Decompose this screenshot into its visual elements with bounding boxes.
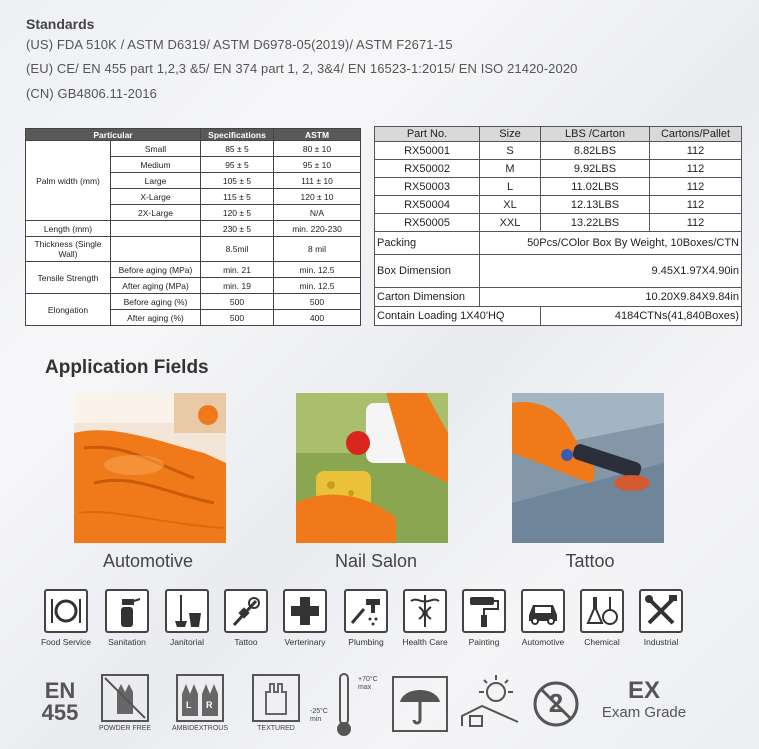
specification-table — [25, 128, 361, 326]
spec-cell: 500 — [201, 294, 274, 310]
empty-cell — [111, 237, 201, 262]
mop-bucket-icon — [165, 589, 209, 633]
tattoo-photo — [512, 393, 664, 543]
icon-label: Plumbing — [348, 637, 384, 647]
container-loading-label: Contain Loading 1X40'HQ — [375, 307, 541, 326]
vet-cross-icon — [283, 589, 327, 633]
size-cell: Large — [111, 173, 201, 189]
ambidextrous-badge — [170, 674, 230, 732]
icon-label: Industrial — [643, 637, 679, 647]
caption-tattoo: Tattoo — [565, 551, 615, 571]
size-cell: S — [480, 142, 541, 160]
astm-cell: 400 — [274, 310, 361, 326]
industrial-item — [633, 589, 689, 647]
astm-cell: 500 — [274, 294, 361, 310]
size-cell: Medium — [111, 157, 201, 173]
icon-label: Painting — [468, 637, 500, 647]
table-row — [375, 288, 742, 307]
part-no-cell: RX50003 — [375, 178, 480, 196]
spec-cell: 8.5mil — [201, 237, 274, 262]
part-no-cell: RX50005 — [375, 214, 480, 232]
astm-cell: 95 ± 10 — [274, 157, 361, 173]
car-icon — [521, 589, 565, 633]
condition-cell: Before aging (%) — [111, 294, 201, 310]
exam-grade-label: Exam Grade — [601, 704, 687, 721]
table-row — [375, 307, 742, 326]
size-cell: M — [480, 160, 541, 178]
size-cell: 2X-Large — [111, 205, 201, 221]
spec-cell: 230 ± 5 — [201, 221, 274, 237]
carton-dimension-label: Carton Dimension — [375, 288, 480, 307]
condition-cell: After aging (%) — [111, 310, 201, 326]
powder-free-badge — [98, 674, 152, 732]
table-row — [375, 232, 742, 255]
painting-item — [456, 589, 512, 647]
sanitation-item — [99, 589, 155, 647]
table-row — [375, 160, 742, 178]
astm-cell: 8 mil — [274, 237, 361, 262]
health-care-item — [397, 589, 453, 647]
condition-cell: After aging (MPa) — [111, 278, 201, 294]
table-row — [26, 262, 361, 278]
size-cell: XXL — [480, 214, 541, 232]
packing-value: 50Pcs/COlor Box By Weight, 10Boxes/CTN — [480, 232, 742, 255]
table-row — [26, 221, 361, 237]
spec-cell: 120 ± 5 — [201, 205, 274, 221]
size-cell: L — [480, 178, 541, 196]
spec-cell: 115 ± 5 — [201, 189, 274, 205]
powder-free-icon — [101, 674, 149, 722]
col-header-specifications: Specifications — [201, 129, 274, 141]
lbs-cell: 8.82LBS — [541, 142, 650, 160]
col-header-part-no: Part No. — [375, 127, 480, 142]
icon-label: Janitorial — [169, 637, 205, 647]
temp-max — [358, 676, 378, 692]
icon-label: Tattoo — [234, 637, 258, 647]
condition-cell: Before aging (MPa) — [111, 262, 201, 278]
right-hand-letter: R — [206, 700, 213, 710]
standard-eu: (EU) CE/ EN 455 part 1,2,3 &5/ EN 374 part 1, 2, 3&4/ EN 16523-1:2015/ EN ISO 21420-2020 — [26, 61, 578, 76]
plumbing-item — [338, 589, 394, 647]
palm-width-label: Palm width (mm) — [26, 141, 111, 221]
table-row — [375, 255, 742, 288]
cartons-cell: 112 — [650, 142, 742, 160]
ex-mark: EX — [627, 677, 660, 704]
elongation-label: Elongation — [26, 294, 111, 326]
ambidextrous-icon — [176, 674, 224, 722]
spec-cell: min. 21 — [201, 262, 274, 278]
col-header-particular: Particular — [26, 129, 201, 141]
col-header-size: Size — [480, 127, 541, 142]
caduceus-icon — [403, 589, 447, 633]
nail-salon-photo — [296, 393, 448, 543]
table-row — [26, 141, 361, 157]
lbs-cell: 13.22LBS — [541, 214, 650, 232]
table-row — [375, 178, 742, 196]
textured-hand-icon — [252, 674, 300, 722]
temp-min-label: min — [310, 716, 322, 723]
en-455-badge — [40, 680, 80, 724]
spec-cell: 500 — [201, 310, 274, 326]
standard-cn: (CN) GB4806.11-2016 — [26, 86, 158, 101]
empty-cell — [111, 221, 201, 237]
thermometer-icon — [334, 672, 354, 738]
size-cell: XL — [480, 196, 541, 214]
lbs-cell: 11.02LBS — [541, 178, 650, 196]
cartons-cell: 112 — [650, 214, 742, 232]
icon-label: Food Service — [40, 637, 92, 647]
application-fields-title: Application Fields — [45, 357, 209, 378]
astm-cell: min. 220-230 — [274, 221, 361, 237]
thickness-label: Thickness (Single Wall) — [26, 237, 111, 262]
astm-cell: 111 ± 10 — [274, 173, 361, 189]
lbs-cell: 12.13LBS — [541, 196, 650, 214]
cartons-cell: 112 — [650, 178, 742, 196]
box-dimension-label: Box Dimension — [375, 255, 480, 288]
janitorial-item — [159, 589, 215, 647]
table-row — [375, 214, 742, 232]
lbs-cell: 9.92LBS — [541, 160, 650, 178]
automotive-photo — [74, 393, 226, 543]
temp-max-label: max — [358, 684, 372, 691]
spec-cell: 95 ± 5 — [201, 157, 274, 173]
left-hand-letter: L — [186, 700, 192, 710]
chemical-item — [574, 589, 630, 647]
tattoo-item — [218, 589, 274, 647]
container-loading-value: 4184CTNs(41,840Boxes) — [541, 307, 742, 326]
table-row — [26, 294, 361, 310]
en-text: EN — [44, 678, 76, 703]
table-row — [26, 237, 361, 262]
spec-cell: min. 19 — [201, 278, 274, 294]
paint-roller-icon — [462, 589, 506, 633]
tools-icon — [639, 589, 683, 633]
astm-cell: 120 ± 10 — [274, 189, 361, 205]
veterinary-item — [277, 589, 333, 647]
single-use-icon — [532, 680, 580, 728]
temp-min-value: -25°C — [310, 708, 328, 715]
keep-from-sunlight-icon — [460, 672, 520, 735]
col-header-astm: ASTM — [274, 129, 361, 141]
textured-label: TEXTURED — [257, 725, 295, 732]
textured-badge — [248, 674, 304, 732]
food-service-item — [38, 589, 94, 647]
en-number: 455 — [41, 700, 79, 725]
temp-min — [310, 708, 328, 724]
caption-automotive: Automotive — [102, 551, 194, 571]
spec-cell: 105 ± 5 — [201, 173, 274, 189]
table-row — [375, 196, 742, 214]
table-row — [375, 142, 742, 160]
astm-cell: N/A — [274, 205, 361, 221]
part-no-cell: RX50002 — [375, 160, 480, 178]
temp-max-value: +70°C — [358, 676, 378, 683]
size-cell: X-Large — [111, 189, 201, 205]
exam-grade-badge — [594, 678, 694, 722]
carton-dimension-value: 10.20X9.84X9.84in — [480, 288, 742, 307]
packing-label: Packing — [375, 232, 480, 255]
caption-nail-salon: Nail Salon — [334, 551, 418, 571]
astm-cell: min. 12.5 — [274, 278, 361, 294]
spec-cell: 85 ± 5 — [201, 141, 274, 157]
spray-bottle-icon — [105, 589, 149, 633]
astm-cell: min. 12.5 — [274, 262, 361, 278]
automotive-item — [515, 589, 571, 647]
plate-icon — [44, 589, 88, 633]
tattoo-machine-icon — [224, 589, 268, 633]
col-header-cartons-pallet: Cartons/Pallet — [650, 127, 742, 142]
ambidextrous-label: AMBIDEXTROUS — [171, 725, 228, 732]
box-dimension-value: 9.45X1.97X4.90in — [480, 255, 742, 288]
spec-header-row — [26, 129, 361, 141]
tensile-label: Tensile Strength — [26, 262, 111, 294]
part-no-cell: RX50004 — [375, 196, 480, 214]
standard-us: (US) FDA 510K / ASTM D6319/ ASTM D6978-05(2019)/ ASTM F2671-15 — [26, 37, 453, 52]
standards-title: Standards — [26, 16, 95, 32]
cartons-cell: 112 — [650, 196, 742, 214]
faucet-wrench-icon — [344, 589, 388, 633]
length-label: Length (mm) — [26, 221, 111, 237]
icon-label: Sanitation — [108, 637, 146, 647]
icon-label: Health Care — [402, 637, 448, 647]
powder-free-label: POWDER FREE — [98, 725, 152, 732]
part-number-table — [374, 126, 742, 326]
icon-label: Chemical — [584, 637, 620, 647]
part-header-row — [375, 127, 742, 142]
flask-icon — [580, 589, 624, 633]
col-header-lbs-carton: LBS /Carton — [541, 127, 650, 142]
single-use-number: 2 — [548, 688, 564, 718]
part-no-cell: RX50001 — [375, 142, 480, 160]
cartons-cell: 112 — [650, 160, 742, 178]
astm-cell: 80 ± 10 — [274, 141, 361, 157]
icon-label: Verterinary — [284, 637, 326, 647]
size-cell: Small — [111, 141, 201, 157]
keep-dry-icon — [392, 676, 448, 737]
temperature-badge — [304, 670, 384, 740]
icon-label: Automotive — [521, 637, 565, 647]
